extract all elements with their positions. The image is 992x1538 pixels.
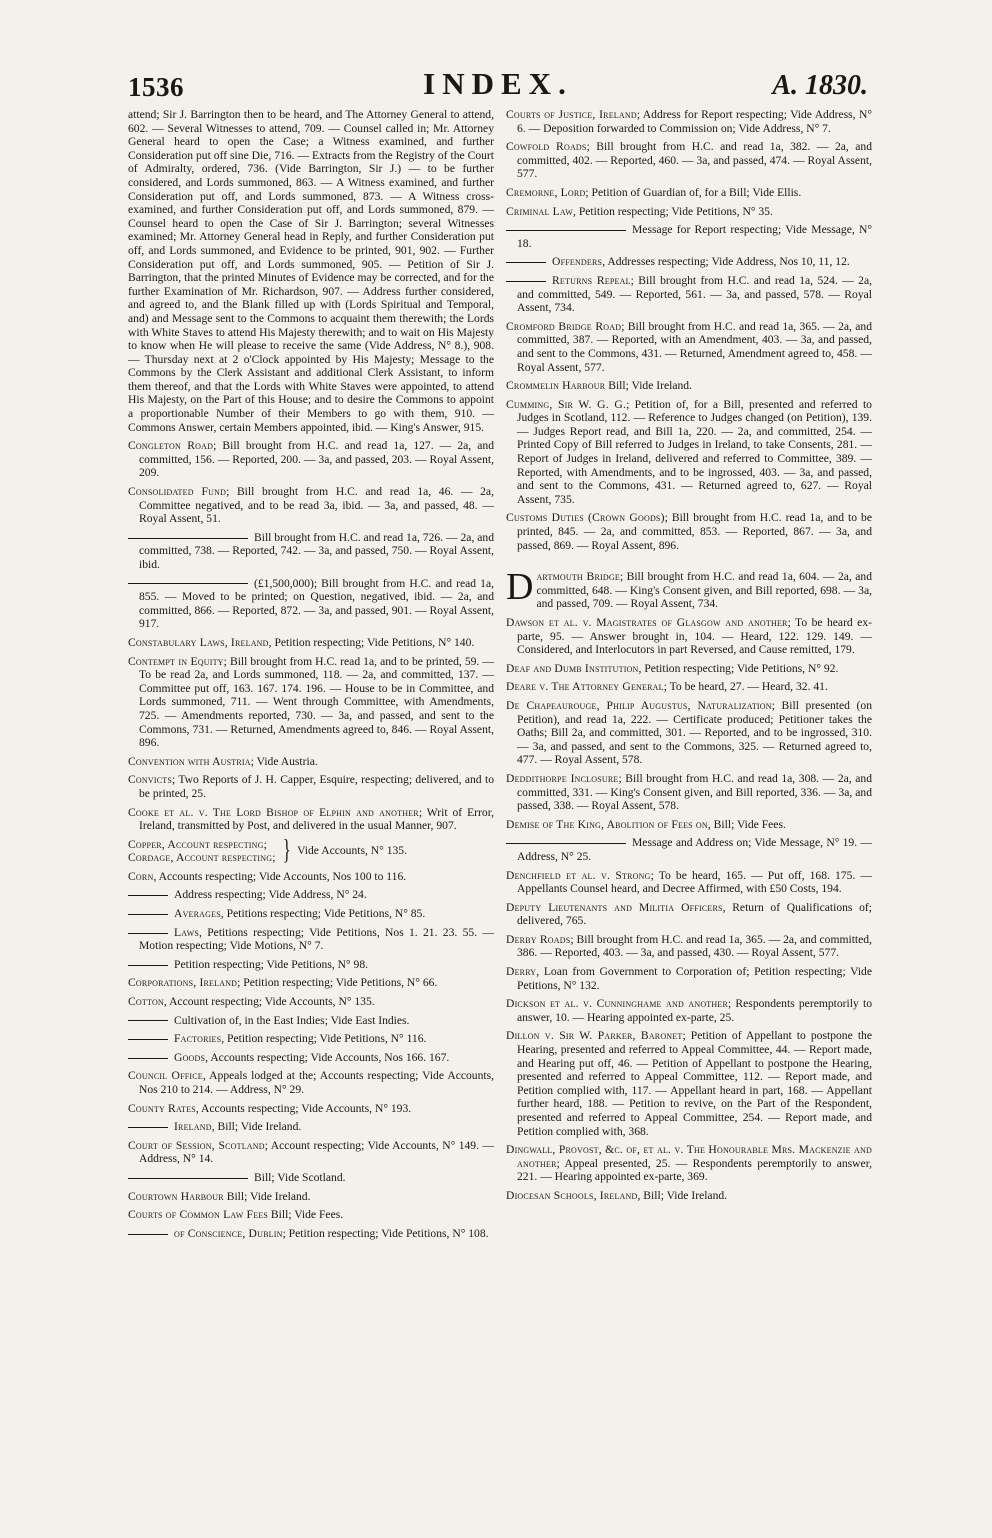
entry-heading: of Conscience, Dublin bbox=[174, 1226, 283, 1240]
entry-heading: Cordage, Account respecting; bbox=[128, 851, 276, 865]
index-entry bbox=[128, 870, 494, 884]
ditto-rule bbox=[128, 895, 168, 896]
entry-text: ; To be heard ex-parte, 95. — Answer brought in, 104. — Heard, 122. 129. 149. — Considered, and Interlocutors in part Reversed, and Cause remitted, 179. bbox=[517, 616, 872, 657]
page-number: 1536 bbox=[128, 72, 184, 102]
ditto-rule bbox=[128, 1127, 168, 1128]
ditto-rule bbox=[506, 281, 546, 282]
left-column bbox=[128, 108, 494, 1245]
entry-text: Vide Accounts, N° 135. bbox=[297, 844, 407, 858]
index-entry bbox=[128, 1208, 494, 1222]
index-entry bbox=[506, 901, 872, 928]
ditto-rule bbox=[128, 1020, 168, 1021]
index-entry bbox=[128, 485, 494, 526]
entry-text: ; Respondents peremptorily to answer, 10. — Hearing appointed ex-parte, 25. bbox=[517, 997, 872, 1024]
entry-text: , Petition respecting; Vide Petitions, N° 116. bbox=[221, 1032, 427, 1046]
index-entry bbox=[506, 511, 872, 552]
entry-text: ; Vide Austria. bbox=[250, 754, 318, 768]
entry-text: ; Bill brought from H.C. and read 1a, 604. — 2a, and committed, 648. — King's Consent given, and Bill reported, 698. — 3a, and passed, 709. — Royal Assent, 734. bbox=[536, 570, 872, 611]
entry-text: ; Appeal presented, 25. — Respondents peremptorily to answer, 221. — Hearing appointed ex-parte, 369. bbox=[517, 1156, 872, 1184]
index-entry bbox=[128, 1102, 494, 1116]
ditto-rule bbox=[506, 230, 626, 231]
entry-text: Bill; Vide Scotland. bbox=[254, 1170, 346, 1184]
entry-text: attend; Sir J. Barrington then to be heard, and The Attorney General to attend, 602. — Several Witnesses to attend, 709. — Counsel called in; Mr. Attorney General heard to open the Case; a Witness examined, and further Consideration put off sine Die, 716. — Extracts from the Registry of the Court of Admiralty, ordered, 736. (Vide Barrington, Sir J.) — to be further considered, and Lords summoned, 863. — A Witness examined, and further Consideration put off, and Lords summoned, 873. — A Witness cross-examined, and further Consideration put off, and Lords summoned, 879. — Counsel heard to open the Case of Sir J. Barrington; several Witnesses examined; Mr. Attorney General head in Reply, and further Consideration put off, and Lords summoned, and Evidence to be printed, 901, 902. — Further Consideration put off, and Lords summoned, 905. — Petition of Sir J. Barrington, that the printed Minutes of Evidence may be corrected, and for the further Examination of Mr. Richardson, 907. — Address further considered, and agreed to, and the Blank filled up with (Lords Spiritual and Temporal, and) and Message sent to the Commons to acquaint them therewith; the Lords with White Staves to attend His Majesty therewith; and to wait on His Majesty to know when He will please to receive the same (Vide Address, N° 8.), 908. — Thursday next at 2 o'Clock appointed by His Majesty; Message to the Commons by the Clerk Assistant and additional Clerk Assistant, to inform them thereof, and that the Lords with White Staves were appointed, to attend His Majesty, on the Part of this House; and to desire the Commons to appoint a proportionable Number of their Members to go with them, 910. — Commons Answer, certain Members appointed, ibid. — King's Answer, 915. bbox=[128, 108, 494, 434]
entry-text: (£1,500,000); Bill brought from H.C. and read 1a, 855. — Moved to be printed; on Question, negatived, ibid. — 2a, and committed, 866. — Reported, 872. — 3a, and passed, 901. — Royal Assent, 917. bbox=[139, 576, 494, 631]
entry-text: Bill; Vide Ireland. bbox=[605, 379, 692, 393]
entry-text: , Account respecting; Vide Accounts, N° 135. bbox=[163, 995, 375, 1009]
entry-heading: Diocesan Schools, Ireland bbox=[506, 1188, 638, 1202]
entry-heading: Consolidated Fund bbox=[128, 485, 227, 499]
index-subentry bbox=[128, 926, 494, 953]
entry-heading: Courts of Justice, Ireland bbox=[506, 108, 637, 121]
index-entry bbox=[506, 818, 872, 832]
entry-text: ; Bill brought from H.C. and read 1a, 365. — 2a, and committed, 387. — Reported, with an Amendment, 403. — 3a, and passed, and sent to the Commons, 431. — Returned, Amendment agreed to, 458. — Royal Assent, 577. bbox=[517, 319, 873, 374]
entry-heading: County Rates bbox=[128, 1101, 196, 1115]
entry-heading: Cooke et al. v. The Lord Bishop of Elphin and another bbox=[128, 805, 419, 819]
index-entry bbox=[506, 379, 872, 393]
entry-text: ; Bill brought from H.C. and read 1a, 127. — 2a, and committed, 156. — Reported, 200. — 3a, and passed, 203. — Royal Assent, 209. bbox=[139, 439, 494, 480]
entry-heading: Offenders bbox=[552, 255, 603, 269]
entry-heading: Dingwall, Provost, &c. of, et al. v. The Honourable Mrs. Mackenzie and another bbox=[506, 1143, 872, 1170]
index-subentry bbox=[128, 907, 494, 921]
entry-text: ; Petition respecting; Vide Petitions, N° 66. bbox=[237, 976, 438, 990]
entry-text: , Petitions respecting; Vide Petitions, N° 85. bbox=[220, 907, 426, 921]
ditto-rule bbox=[128, 1234, 168, 1235]
entry-heading: Courtown Harbour bbox=[128, 1189, 224, 1203]
right-column bbox=[506, 108, 872, 1208]
index-subentry bbox=[506, 223, 872, 250]
index-entry bbox=[506, 933, 872, 960]
ditto-rule bbox=[128, 914, 168, 915]
entry-text: , Petitions respecting; Vide Petitions, Nos 1. 21. 23. 55. — Motion respecting; Vide Motions, N° 7. bbox=[139, 925, 494, 953]
entry-text: , Loan from Government to Corporation of; Petition respecting; Vide Petitions, N° 132. bbox=[517, 965, 872, 992]
entry-heading: Dawson et al. v. Magistrates of Glasgow and another bbox=[506, 616, 788, 629]
drop-cap-letter: D bbox=[506, 566, 534, 609]
index-subentry bbox=[506, 274, 872, 315]
entry-text: Cultivation of, in the East Indies; Vide East Indies. bbox=[174, 1013, 410, 1027]
index-entry bbox=[506, 772, 872, 813]
index-subentry bbox=[128, 1120, 494, 1134]
ditto-rule bbox=[128, 933, 168, 934]
entry-text: , Petition respecting; Vide Petitions, N° 140. bbox=[268, 635, 475, 649]
index-entry bbox=[506, 997, 872, 1024]
entry-text: Bill; Vide Ireland. bbox=[223, 1189, 311, 1203]
entry-text: , Bill; Vide Ireland. bbox=[637, 1188, 728, 1202]
entry-heading: Convicts bbox=[128, 773, 173, 787]
entry-text: ; Petition respecting; Vide Petitions, N° 108. bbox=[282, 1226, 489, 1240]
entry-text: Petition respecting; Vide Petitions, N° 98. bbox=[174, 957, 369, 971]
ditto-rule bbox=[128, 1058, 168, 1059]
entry-heading: Denchfield et al. v. Strong bbox=[506, 868, 651, 882]
entry-heading: Congleton Road bbox=[128, 439, 214, 453]
index-subentry bbox=[128, 1171, 494, 1185]
entry-text: , Accounts respecting; Vide Accounts, N° 193. bbox=[195, 1101, 412, 1115]
entry-heading: Crommelin Harbour bbox=[506, 379, 606, 393]
entry-text: ; Writ of Error, Ireland, transmitted by Post, and delivered in the usual Manner, 907. bbox=[139, 805, 494, 833]
entry-text: Bill brought from H.C. and read 1a, 726. — 2a, and committed, 738. — Reported, 742. — 3a, and passed, 750. — Royal Assent, ibid. bbox=[139, 530, 494, 571]
entry-text: ; Bill brought from H.C. and read 1a, 524. — 2a, and committed, 549. — Reported, 561. — 3a, and passed, 578. — Royal Assent, 734. bbox=[517, 273, 872, 315]
page-title: INDEX. bbox=[423, 66, 573, 101]
index-entry bbox=[506, 680, 872, 694]
entry-heading: Corn bbox=[128, 869, 154, 883]
entry-heading: Derby Roads bbox=[506, 932, 571, 946]
entry-heading: Courts of Common Law Fees bbox=[128, 1208, 269, 1222]
ditto-rule bbox=[506, 843, 626, 844]
index-brace-entry bbox=[128, 835, 494, 867]
ditto-rule bbox=[128, 1178, 248, 1179]
entry-heading: Averages bbox=[174, 907, 221, 921]
entry-text: , Bill; Vide Fees. bbox=[707, 817, 786, 831]
entry-heading: Cumming, Sir W. G. G. bbox=[506, 397, 627, 411]
index-entry bbox=[128, 1139, 494, 1166]
entry-heading: Factories bbox=[174, 1032, 222, 1046]
entry-text: , Accounts respecting; Vide Accounts, Nos 100 to 116. bbox=[153, 869, 407, 883]
entry-heading: Constabulary Laws, Ireland bbox=[128, 635, 269, 649]
entry-heading: Cromford Bridge Road bbox=[506, 319, 622, 333]
index-entry bbox=[506, 616, 872, 657]
index-entry bbox=[506, 869, 872, 896]
entry-text: Message and Address on; Vide Message, N° 19. — Address, N° 25. bbox=[517, 836, 872, 863]
entry-text: , Appeals lodged at the; Accounts respecting; Vide Accounts, Nos 210 to 214. — Address, N° 29. bbox=[139, 1069, 495, 1096]
entry-text: ; To be heard, 27. — Heard, 32. 41. bbox=[663, 680, 828, 694]
index-subentry bbox=[128, 531, 494, 572]
index-entry bbox=[506, 1029, 872, 1138]
index-entry bbox=[506, 186, 872, 200]
index-entry bbox=[128, 755, 494, 769]
entry-heading: Dillon v. Sir W. Parker, Baronet bbox=[506, 1029, 683, 1043]
entry-text: ; Bill presented (on Petition), and read 1a, 222. — Certificate produced; Petitioner takes the Oaths; Bill 2a, and committed, 301. — Reported, and to be ingrossed, 310. — 3a, and passed, and sent to the Commons, 325. — Returned agreed to, 477. — Royal Assent, 578. bbox=[517, 698, 872, 767]
index-subentry bbox=[128, 958, 494, 972]
entry-text: ; Bill brought from H.C. read 1a, and to be printed, 845. — 2a, and committed, 853. — Reported, 867. — 3a, and passed, 869. — Royal Assent, 896. bbox=[517, 511, 872, 552]
entry-heading: Dickson et al. v. Cunninghame and another bbox=[506, 997, 728, 1011]
index-entry bbox=[506, 205, 872, 219]
entry-text: ; Bill brought from H.C. and read 1a, 46. — 2a, Committee negatived, and to be read 3a, ibid. — 3a, and passed, 48. — Royal Assent, 51. bbox=[139, 485, 494, 526]
index-entry bbox=[128, 995, 494, 1009]
index-entry bbox=[506, 1189, 872, 1203]
entry-text: ; Bill brought from H.C. read 1a, and to be printed, 59. — To be read 2a, and Lords summoned, 118. — 2a, and committed, 137. — Committee put off, 163. 167. 174. 196. — House to be in Committee, and Lords summoned, 711. — Went through Committee, with Amendments, 725. — Amendments reported, 730. — 3a, and passed, and sent to the Commons, 731. — Returned, Amendments agreed to, 846. — Royal Assent, 896. bbox=[139, 654, 494, 750]
entry-heading: Copper, Account respecting; bbox=[128, 837, 268, 851]
entry-heading: Criminal Law bbox=[506, 204, 574, 218]
entry-heading: Council Office bbox=[128, 1069, 203, 1083]
index-entry bbox=[128, 1069, 494, 1096]
index-subentry bbox=[128, 888, 494, 902]
index-entry bbox=[506, 108, 872, 135]
entry-heading: Demise of The King, Abolition of Fees on bbox=[506, 817, 708, 831]
entry-text: ; Petition of, for a Bill, presented and referred to Judges in Scotland, 112. — Reference to Judges changed (on Petition), 139. — Judges Report read, and Bill 1a, 220. — 2a, and committed, 254. — Printed Copy of Bill referred to Judges in Ireland, to take Consents, 281. — Report of Judges in Ireland, delivered and referred to Committee, 389. — Reported, with Amendments, and to be ingrossed, 403. — 3a, and passed, and sent to the Commons, 431. — Returned agreed to, 627. — Royal Assent, 735. bbox=[517, 397, 872, 506]
entry-heading: Returns Repeal bbox=[552, 273, 631, 287]
ditto-rule bbox=[128, 1039, 168, 1040]
index-entry bbox=[128, 636, 494, 650]
index-entry bbox=[506, 662, 872, 676]
brace-lines bbox=[128, 838, 276, 865]
index-entry-continuation bbox=[128, 108, 494, 434]
index-subentry bbox=[128, 1051, 494, 1065]
index-entry bbox=[128, 439, 494, 480]
entry-heading: Ireland bbox=[174, 1120, 212, 1134]
section-start-entry bbox=[506, 566, 872, 611]
entry-heading: Laws bbox=[174, 925, 200, 939]
index-subentry bbox=[128, 1227, 494, 1241]
entry-heading: Deaf and Dumb Institution bbox=[506, 661, 639, 675]
entry-heading: Contempt in Equity bbox=[128, 654, 224, 668]
index-entry bbox=[506, 140, 872, 181]
entry-text: , Bill; Vide Ireland. bbox=[211, 1120, 302, 1134]
index-entry bbox=[506, 398, 872, 507]
index-subentry bbox=[506, 836, 872, 863]
entry-text: ; Petition of Guardian of, for a Bill; Vide Ellis. bbox=[585, 185, 802, 199]
entry-text: ; Bill brought from H.C. and read 1a, 365. — 2a, and committed, 386. — Reported, 403. — 3a, and passed, 430. — Royal Assent, 577. bbox=[517, 932, 872, 960]
entry-text: Bill; Vide Fees. bbox=[268, 1208, 344, 1222]
index-entry bbox=[128, 976, 494, 990]
entry-heading: Cowfold Roads bbox=[506, 140, 587, 154]
ditto-rule bbox=[128, 583, 248, 584]
entry-text: , Accounts respecting; Vide Accounts, Nos 166. 167. bbox=[205, 1050, 450, 1064]
entry-text: , Petition respecting; Vide Petitions, N° 92. bbox=[638, 661, 839, 675]
entry-heading: De Chapeaurouge, Philip Augustus, Naturalization bbox=[506, 698, 772, 712]
entry-text: , Petition respecting; Vide Petitions, N° 35. bbox=[573, 204, 773, 218]
index-entry bbox=[128, 655, 494, 750]
index-subentry bbox=[128, 1014, 494, 1028]
ditto-rule bbox=[506, 262, 546, 263]
ditto-rule bbox=[128, 538, 248, 539]
index-subentry bbox=[506, 255, 872, 269]
entry-text: ; Petition of Appellant to postpone the Hearing, presented and referred to Appeal Committee, 44. — Report made, and Hearing put off, 46. — Petition of Appellant to postpone the Hearing, presented and referred to Appeal Committee, 112. — Report made, and Petition complied with, 117. — Appellant heard in part, 168. — Appellant further heard, 188. — Petition to revive, on the Part of the Respondent, presented and referred to Appeal Committee, 254. — Report made, and Petition complied with, 368. bbox=[517, 1029, 872, 1138]
index-entry bbox=[506, 965, 872, 992]
entry-heading: Cotton bbox=[128, 995, 164, 1009]
index-entry bbox=[506, 320, 872, 374]
index-entry bbox=[128, 806, 494, 833]
ditto-rule bbox=[128, 965, 168, 966]
entry-text: ; Bill brought from H.C. and read 1a, 308. — 2a, and committed, 331. — King's Consent given, and Bill reported, 336. — 3a, and passed, 338. — Royal Assent, 578. bbox=[517, 771, 873, 813]
entry-heading: Derry bbox=[506, 965, 537, 979]
entry-heading: Deddithorpe Inclosure bbox=[506, 771, 619, 785]
index-entry bbox=[506, 1143, 872, 1184]
entry-heading: artmouth Bridge bbox=[536, 570, 620, 584]
entry-heading: Customs Duties (Crown Goods) bbox=[506, 511, 665, 525]
page-year: A. 1830. bbox=[772, 70, 868, 101]
entry-heading: Corporations, Ireland bbox=[128, 976, 238, 990]
entry-heading: Court of Session, Scotland bbox=[128, 1138, 265, 1152]
entry-heading: Cremorne, Lord bbox=[506, 185, 586, 199]
entry-text: ; Account respecting; Vide Accounts, N° 149. — Address, N° 14. bbox=[139, 1138, 494, 1166]
entry-text: Message for Report respecting; Vide Message, N° 18. bbox=[517, 223, 872, 250]
page-header bbox=[128, 66, 868, 106]
index-entry bbox=[506, 699, 872, 767]
entry-text: ; Address for Report respecting; Vide Address, N° 6. — Deposition forwarded to Commission on; Vide Address, N° 7. bbox=[517, 108, 872, 135]
index-subentry bbox=[128, 1032, 494, 1046]
entry-text: ; To be heard, 165. — Put off, 168. 175. — Appellants Counsel heard, and Decree Affirmed, with £50 Costs, 194. bbox=[517, 868, 872, 896]
entry-text: ; Bill brought from H.C. and read 1a, 382. — 2a, and committed, 402. — Reported, 460. — 3a, and passed, 474. — Royal Assent, 577. bbox=[517, 140, 873, 181]
index-entry bbox=[128, 1190, 494, 1204]
entry-text: Address respecting; Vide Address, N° 24. bbox=[174, 888, 367, 902]
index-subentry bbox=[128, 577, 494, 631]
brace-glyph: } bbox=[282, 835, 291, 867]
entry-text: , Addresses respecting; Vide Address, Nos 10, 11, 12. bbox=[602, 255, 850, 269]
entry-heading: Deare v. The Attorney General bbox=[506, 680, 664, 694]
entry-text: ; Two Reports of J. H. Capper, Esquire, respecting; delivered, and to be printed, 25. bbox=[139, 773, 494, 800]
entry-heading: Convention with Austria bbox=[128, 754, 251, 768]
entry-text: , Return of Qualifications of; delivered, 765. bbox=[517, 900, 872, 928]
entry-heading: Deputy Lieutenants and Militia Officers bbox=[506, 900, 723, 914]
entry-heading: Goods bbox=[174, 1050, 206, 1064]
index-entry bbox=[128, 773, 494, 800]
